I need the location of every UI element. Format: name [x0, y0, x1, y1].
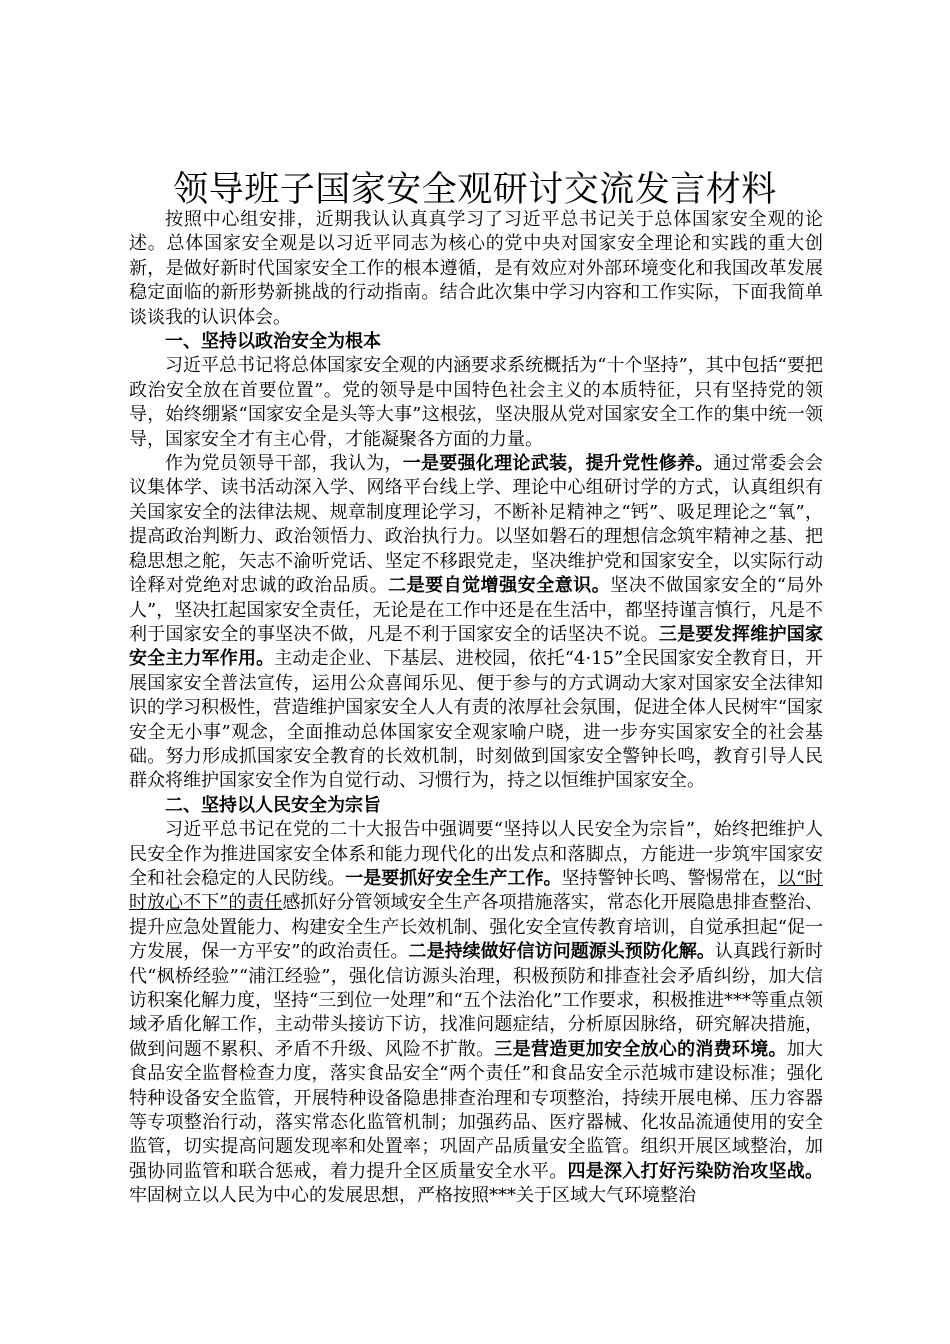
document-body — [129, 208, 823, 1209]
bold-point-4: 四是深入打好污染防治攻坚战。 — [567, 1160, 823, 1182]
bold-point-2: 二是要自觉增强安全意识。 — [388, 575, 611, 597]
text-run: 习近平总书记在党的二十大报告中强调要“坚持以人民安全为宗旨”，始终把维护人民安全作为推进国家安全体系和能力现代化的出发点和落脚点，方能进一步筑牢国家安全和社会稳定的人民防线。 — [129, 819, 823, 889]
section-1-paragraph-2 — [129, 452, 823, 794]
section-1-heading: 一、坚持以政治安全为根本 — [165, 331, 381, 353]
bold-point-1: 一是要抓好安全生产工作。 — [345, 867, 562, 889]
bold-point-3: 三是要发挥维护国家安全主力军作用。 — [129, 623, 824, 670]
text-run: 主动走企业、下基层、进校园，依托“4·15”全民国家安全教育日，开展国家安全普法宣传，运用公众喜闻乐见、便于参与的方式调动大家对国家安全法律知识的学习积极性，营造维护国家安全人人有责的浓厚社会氛围，促进全体人民树牢“国家安全无小事”观念，全面推动总体国家安全观家喻户晓，进一步夯实国家安全的社会基础。努力形成抓国家安全教育的长效机制，时刻做到国家安全警钟长鸣，教育引导人民群众将维护国家安全作为自觉行动、习惯行为，持之以恒维护国家安全。 — [129, 648, 824, 792]
bold-point-1: 一是要强化理论武装，提升党性修养。 — [402, 453, 714, 475]
section-2-paragraph-1 — [129, 818, 823, 1209]
text-run: 加大食品安全监督检查力度，落实食品安全“两个责任”和食品安全示范城市建设标准；强化特种设备安全监管，开展特种设备隐患排查治理和专项整治，持续开展电梯、压力容器等专项整治行动，落实常态化监管机制；加强药品、医疗器械、化妆品流通使用的安全监管，切实提高问题发现率和处置率；巩固产品质量安全监管。组织开展区域整治，加强协同监管和联合惩戒，着力提升全区质量安全水平。 — [129, 1038, 824, 1182]
underlined-text: 以“时时放心不下”的责任 — [129, 867, 824, 914]
text-run: 感抓好分管领域安全生产各项措施落实，常态化开展隐患排查整治、提升应急处置能力、构建安全生产长效机制、强化安全宣传教育培训，自觉承担起“促一方发展，保一方平安”的政治责任。 — [129, 892, 823, 963]
bold-point-2: 二是持续做好信访问题源头预防化解。 — [408, 941, 715, 963]
text-run: 坚决不做国家安全的“局外人”，坚决扛起国家安全责任，无论是在工作中还是在生活中，都坚持谨言慎行，凡是不利于国家安全的事坚决不做，凡是不利于国家安全的话坚决不说。 — [129, 575, 824, 645]
text-run: 牢固树立以人民为中心的发展思想，严格按照***关于区域大气环境整治 — [129, 1185, 696, 1207]
section-2-heading: 二、坚持以人民安全为宗旨 — [165, 794, 381, 816]
document-title: 领导班子国家安全观研讨交流发言材料 — [173, 170, 777, 210]
bold-point-3: 三是营造更加安全放心的消费环境。 — [494, 1038, 787, 1060]
section-1-paragraph-1: 习近平总书记将总体国家安全观的内涵要求系统概括为“十个坚持”，其中包括“要把政治安全放在首要位置”。党的领导是中国特色社会主义的本质特征，只有坚持党的领导，始终绷紧“国家安全是头等大事”这根弦，坚决服从党对国家安全工作的集中统一领导，国家安全才有主心骨，才能凝聚各方面的力量。 — [129, 355, 823, 450]
text-run: 通过常委会会议集体学、读书活动深入学、网络平台线上学、理论中心组研讨学的方式，认真组织有关国家安全的法律法规、规章制度理论学习，不断补足精神之“钙”、吸足理论之“氧”，提高政治判断力、政治领悟力、政治执行力。以坚如磐石的理想信念筑牢精神之基、把稳思想之舵，矢志不渝听党话、坚定不移跟党走，坚决维护党和国家安全，以实际行动诠释对党绝对忠诚的政治品质。 — [129, 453, 824, 597]
text-run: 坚持警钟长鸣、警惕常在， — [561, 867, 778, 889]
text-run: 认真践行新时代“枫桥经验”“浦江经验”，强化信访源头治理，积极预防和排查社会矛盾纠纷，加大信访积案化解力度，坚持“三到位一处理”和“五个法治化”工作要求，积极推进***等重点领域矛盾化解工作，主动带头接访下访，找准问题症结，分析原因脉络，研究解决措施，做到问题不累积、矛盾不升级、风险不扩散。 — [129, 941, 824, 1060]
intro-paragraph: 按照中心组安排，近期我认认真真学习了习近平总书记关于总体国家安全观的论述。总体国家安全观是以习近平同志为核心的党中央对国家安全理论和实践的重大创新，是做好新时代国家安全工作的根本遵循，是有效应对外部环境变化和我国改革发展稳定面临的新形势新挑战的行动指南。结合此次集中学习内容和工作实际，下面我简单谈谈我的认识体会。 — [129, 209, 823, 328]
text-run: 作为党员领导干部，我认为， — [165, 453, 403, 475]
